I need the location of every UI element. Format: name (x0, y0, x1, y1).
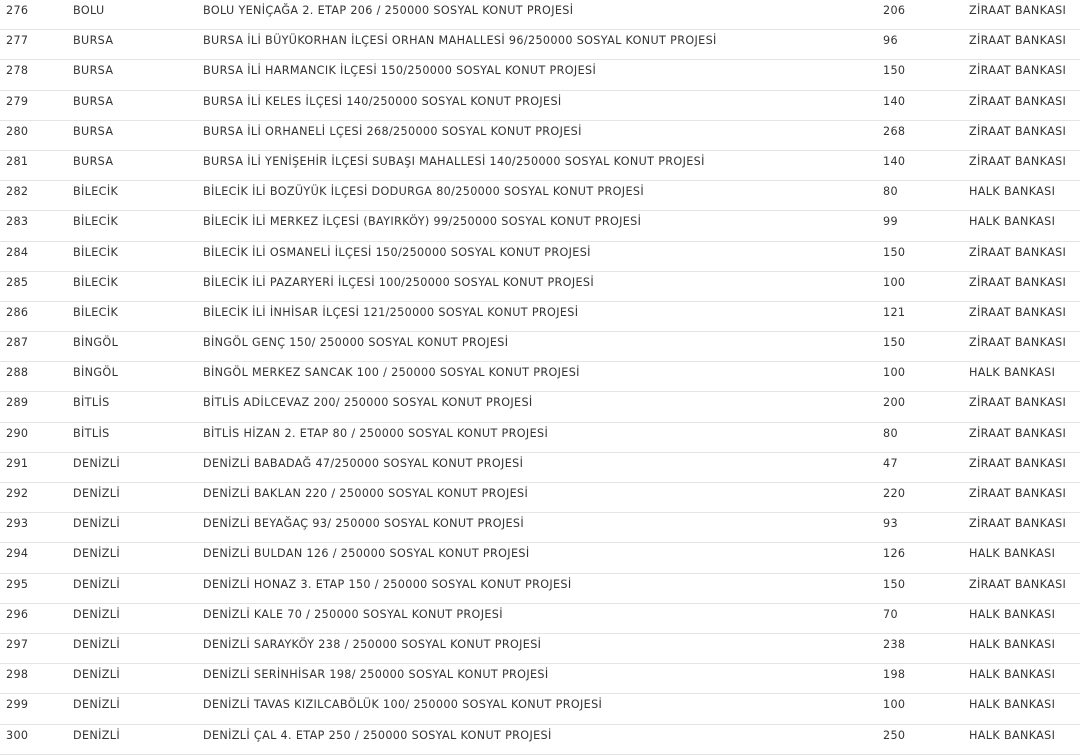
bank-cell: HALK BANKASI (969, 668, 1056, 682)
table-row (0, 453, 1080, 483)
project-name-cell: DENİZLİ SERİNHİSAR 198/ 250000 SOSYAL KONUT PROJESİ (203, 668, 549, 682)
project-name-cell: DENİZLİ BULDAN 126 / 250000 SOSYAL KONUT PROJESİ (203, 547, 530, 561)
city-cell: BİLECİK (73, 245, 119, 259)
table-row (0, 392, 1080, 422)
bank-cell: ZİRAAT BANKASI (969, 124, 1067, 138)
table-row (0, 272, 1080, 302)
housing-count-cell: 140 (883, 94, 906, 108)
housing-count-cell: 200 (883, 396, 906, 410)
table-row (0, 332, 1080, 362)
table-row (0, 513, 1080, 543)
bank-cell: ZİRAAT BANKASI (969, 456, 1067, 470)
row-number: 283 (6, 215, 29, 229)
housing-count-cell: 150 (883, 336, 906, 350)
city-cell: BİTLİS (73, 426, 110, 440)
row-number: 278 (6, 64, 29, 78)
housing-count-cell: 268 (883, 124, 906, 138)
project-name-cell: BİLECİK İLİ OSMANELİ İLÇESİ 150/250000 SOSYAL KONUT PROJESİ (203, 245, 591, 259)
row-number: 291 (6, 456, 29, 470)
table-row (0, 60, 1080, 90)
housing-count-cell: 150 (883, 245, 906, 259)
project-name-cell: DENİZLİ ÇAL 4. ETAP 250 / 250000 SOSYAL KONUT PROJESİ (203, 728, 552, 742)
row-number: 281 (6, 154, 29, 168)
bank-cell: HALK BANKASI (969, 366, 1056, 380)
row-number: 294 (6, 547, 29, 561)
city-cell: BİNGÖL (73, 366, 119, 380)
housing-count-cell: 126 (883, 547, 906, 561)
city-cell: BURSA (73, 124, 114, 138)
bank-cell: ZİRAAT BANKASI (969, 396, 1067, 410)
project-name-cell: DENİZLİ TAVAS KIZILCABÖLÜK 100/ 250000 SOSYAL KONUT PROJESİ (203, 698, 603, 712)
project-name-cell: BURSA İLİ YENİŞEHİR İLÇESİ SUBAŞI MAHALLESİ 140/250000 SOSYAL KONUT PROJESİ (203, 154, 705, 168)
row-number: 299 (6, 698, 29, 712)
city-cell: DENİZLİ (73, 456, 120, 470)
bank-cell: HALK BANKASI (969, 185, 1056, 199)
housing-count-cell: 121 (883, 305, 906, 319)
bank-cell: ZİRAAT BANKASI (969, 426, 1067, 440)
bank-cell: ZİRAAT BANKASI (969, 245, 1067, 259)
table-row (0, 634, 1080, 664)
table-row (0, 694, 1080, 724)
housing-count-cell: 100 (883, 275, 906, 289)
project-name-cell: BURSA İLİ BÜYÜKORHAN İLÇESİ ORHAN MAHALLESİ 96/250000 SOSYAL KONUT PROJESİ (203, 34, 717, 48)
city-cell: DENİZLİ (73, 668, 120, 682)
row-number: 279 (6, 94, 29, 108)
city-cell: BİLECİK (73, 215, 119, 229)
bank-cell: ZİRAAT BANKASI (969, 154, 1067, 168)
row-number: 293 (6, 517, 29, 531)
housing-count-cell: 47 (883, 456, 898, 470)
housing-count-cell: 220 (883, 487, 906, 500)
table-row (0, 362, 1080, 392)
table-row (0, 664, 1080, 694)
bank-cell: HALK BANKASI (969, 547, 1056, 561)
city-cell: BURSA (73, 64, 114, 78)
table-row (0, 181, 1080, 211)
city-cell: DENİZLİ (73, 517, 120, 531)
row-number: 296 (6, 607, 29, 621)
housing-count-cell: 100 (883, 366, 906, 380)
housing-count-cell: 206 (883, 4, 906, 17)
housing-count-cell: 96 (883, 34, 898, 48)
project-name-cell: BİNGÖL GENÇ 150/ 250000 SOSYAL KONUT PROJESİ (203, 336, 509, 350)
bank-cell: ZİRAAT BANKASI (969, 336, 1067, 350)
project-name-cell: DENİZLİ KALE 70 / 250000 SOSYAL KONUT PROJESİ (203, 607, 503, 621)
table-row (0, 91, 1080, 121)
city-cell: DENİZLİ (73, 637, 120, 651)
row-number: 284 (6, 245, 29, 259)
table-row (0, 242, 1080, 272)
city-cell: BURSA (73, 34, 114, 48)
city-cell: BİLECİK (73, 275, 119, 289)
row-number: 276 (6, 4, 29, 17)
bank-cell: ZİRAAT BANKASI (969, 34, 1067, 48)
project-name-cell: BİLECİK İLİ BOZÜYÜK İLÇESİ DODURGA 80/250000 SOSYAL KONUT PROJESİ (203, 185, 644, 199)
housing-count-cell: 250 (883, 728, 906, 742)
housing-count-cell: 198 (883, 668, 906, 682)
city-cell: DENİZLİ (73, 577, 120, 591)
bank-cell: ZİRAAT BANKASI (969, 94, 1067, 108)
housing-count-cell: 93 (883, 517, 898, 531)
table-row (0, 211, 1080, 241)
housing-count-cell: 140 (883, 154, 906, 168)
housing-count-cell: 80 (883, 185, 898, 199)
bank-cell: ZİRAAT BANKASI (969, 487, 1067, 500)
city-cell: BİLECİK (73, 185, 119, 199)
housing-count-cell: 99 (883, 215, 898, 229)
row-number: 290 (6, 426, 29, 440)
row-number: 297 (6, 637, 29, 651)
bank-cell: ZİRAAT BANKASI (969, 275, 1067, 289)
row-number: 282 (6, 185, 29, 199)
project-name-cell: DENİZLİ HONAZ 3. ETAP 150 / 250000 SOSYAL KONUT PROJESİ (203, 577, 572, 591)
row-number: 286 (6, 305, 29, 319)
bank-cell: HALK BANKASI (969, 728, 1056, 742)
row-number: 285 (6, 275, 29, 289)
bank-cell: HALK BANKASI (969, 698, 1056, 712)
row-number: 289 (6, 396, 29, 410)
city-cell: DENİZLİ (73, 607, 120, 621)
row-number: 277 (6, 34, 29, 48)
bank-cell: HALK BANKASI (969, 215, 1056, 229)
project-name-cell: DENİZLİ BABADAĞ 47/250000 SOSYAL KONUT PROJESİ (203, 456, 524, 470)
project-name-cell: BURSA İLİ HARMANCIK İLÇESİ 150/250000 SOSYAL KONUT PROJESİ (203, 64, 597, 78)
table-row (0, 543, 1080, 573)
row-number: 292 (6, 487, 29, 500)
housing-count-cell: 100 (883, 698, 906, 712)
table-row (0, 151, 1080, 181)
project-name-cell: DENİZLİ SARAYKÖY 238 / 250000 SOSYAL KONUT PROJESİ (203, 637, 542, 651)
housing-count-cell: 238 (883, 637, 906, 651)
city-cell: DENİZLİ (73, 487, 120, 500)
city-cell: BOLU (73, 4, 105, 17)
table-row (0, 483, 1080, 513)
city-cell: DENİZLİ (73, 698, 120, 712)
city-cell: DENİZLİ (73, 728, 120, 742)
bank-cell: HALK BANKASI (969, 607, 1056, 621)
row-number: 280 (6, 124, 29, 138)
table-row (0, 574, 1080, 604)
table-row (0, 121, 1080, 151)
project-name-cell: DENİZLİ BEYAĞAÇ 93/ 250000 SOSYAL KONUT PROJESİ (203, 517, 525, 531)
city-cell: BURSA (73, 94, 114, 108)
bank-cell: ZİRAAT BANKASI (969, 577, 1067, 591)
city-cell: BİTLİS (73, 396, 110, 410)
city-cell: BURSA (73, 154, 114, 168)
city-cell: BİLECİK (73, 305, 119, 319)
project-name-cell: BİNGÖL MERKEZ SANCAK 100 / 250000 SOSYAL KONUT PROJESİ (203, 366, 580, 380)
city-cell: DENİZLİ (73, 547, 120, 561)
table-row (0, 0, 1080, 30)
bank-cell: ZİRAAT BANKASI (969, 517, 1067, 531)
row-number: 287 (6, 336, 29, 350)
bank-cell: ZİRAAT BANKASI (969, 305, 1067, 319)
row-number: 298 (6, 668, 29, 682)
bank-cell: HALK BANKASI (969, 637, 1056, 651)
bank-cell: ZİRAAT BANKASI (969, 4, 1067, 17)
table-row (0, 30, 1080, 60)
project-name-cell: BİLECİK İLİ MERKEZ İLÇESİ (BAYIRKÖY) 99/250000 SOSYAL KONUT PROJESİ (203, 215, 642, 229)
project-name-cell: BİTLİS ADİLCEVAZ 200/ 250000 SOSYAL KONUT PROJESİ (203, 396, 533, 410)
project-name-cell: BİTLİS HİZAN 2. ETAP 80 / 250000 SOSYAL KONUT PROJESİ (203, 426, 549, 440)
housing-count-cell: 150 (883, 577, 906, 591)
project-name-cell: BİLECİK İLİ İNHİSAR İLÇESİ 121/250000 SOSYAL KONUT PROJESİ (203, 305, 579, 319)
row-number: 295 (6, 577, 29, 591)
project-name-cell: BURSA İLİ ORHANELİ LÇESİ 268/250000 SOSYAL KONUT PROJESİ (203, 124, 582, 138)
project-name-cell: BOLU YENİÇAĞA 2. ETAP 206 / 250000 SOSYAL KONUT PROJESİ (203, 4, 574, 17)
housing-count-cell: 70 (883, 607, 898, 621)
row-number: 288 (6, 366, 29, 380)
housing-count-cell: 150 (883, 64, 906, 78)
table-row (0, 604, 1080, 634)
row-number: 300 (6, 728, 29, 742)
table-row (0, 725, 1080, 755)
table-row (0, 302, 1080, 332)
housing-count-cell: 80 (883, 426, 898, 440)
project-name-cell: BİLECİK İLİ PAZARYERİ İLÇESİ 100/250000 SOSYAL KONUT PROJESİ (203, 275, 594, 289)
city-cell: BİNGÖL (73, 336, 119, 350)
project-name-cell: DENİZLİ BAKLAN 220 / 250000 SOSYAL KONUT PROJESİ (203, 487, 529, 500)
project-name-cell: BURSA İLİ KELES İLÇESİ 140/250000 SOSYAL KONUT PROJESİ (203, 94, 562, 108)
bank-cell: ZİRAAT BANKASI (969, 64, 1067, 78)
table-row (0, 423, 1080, 453)
